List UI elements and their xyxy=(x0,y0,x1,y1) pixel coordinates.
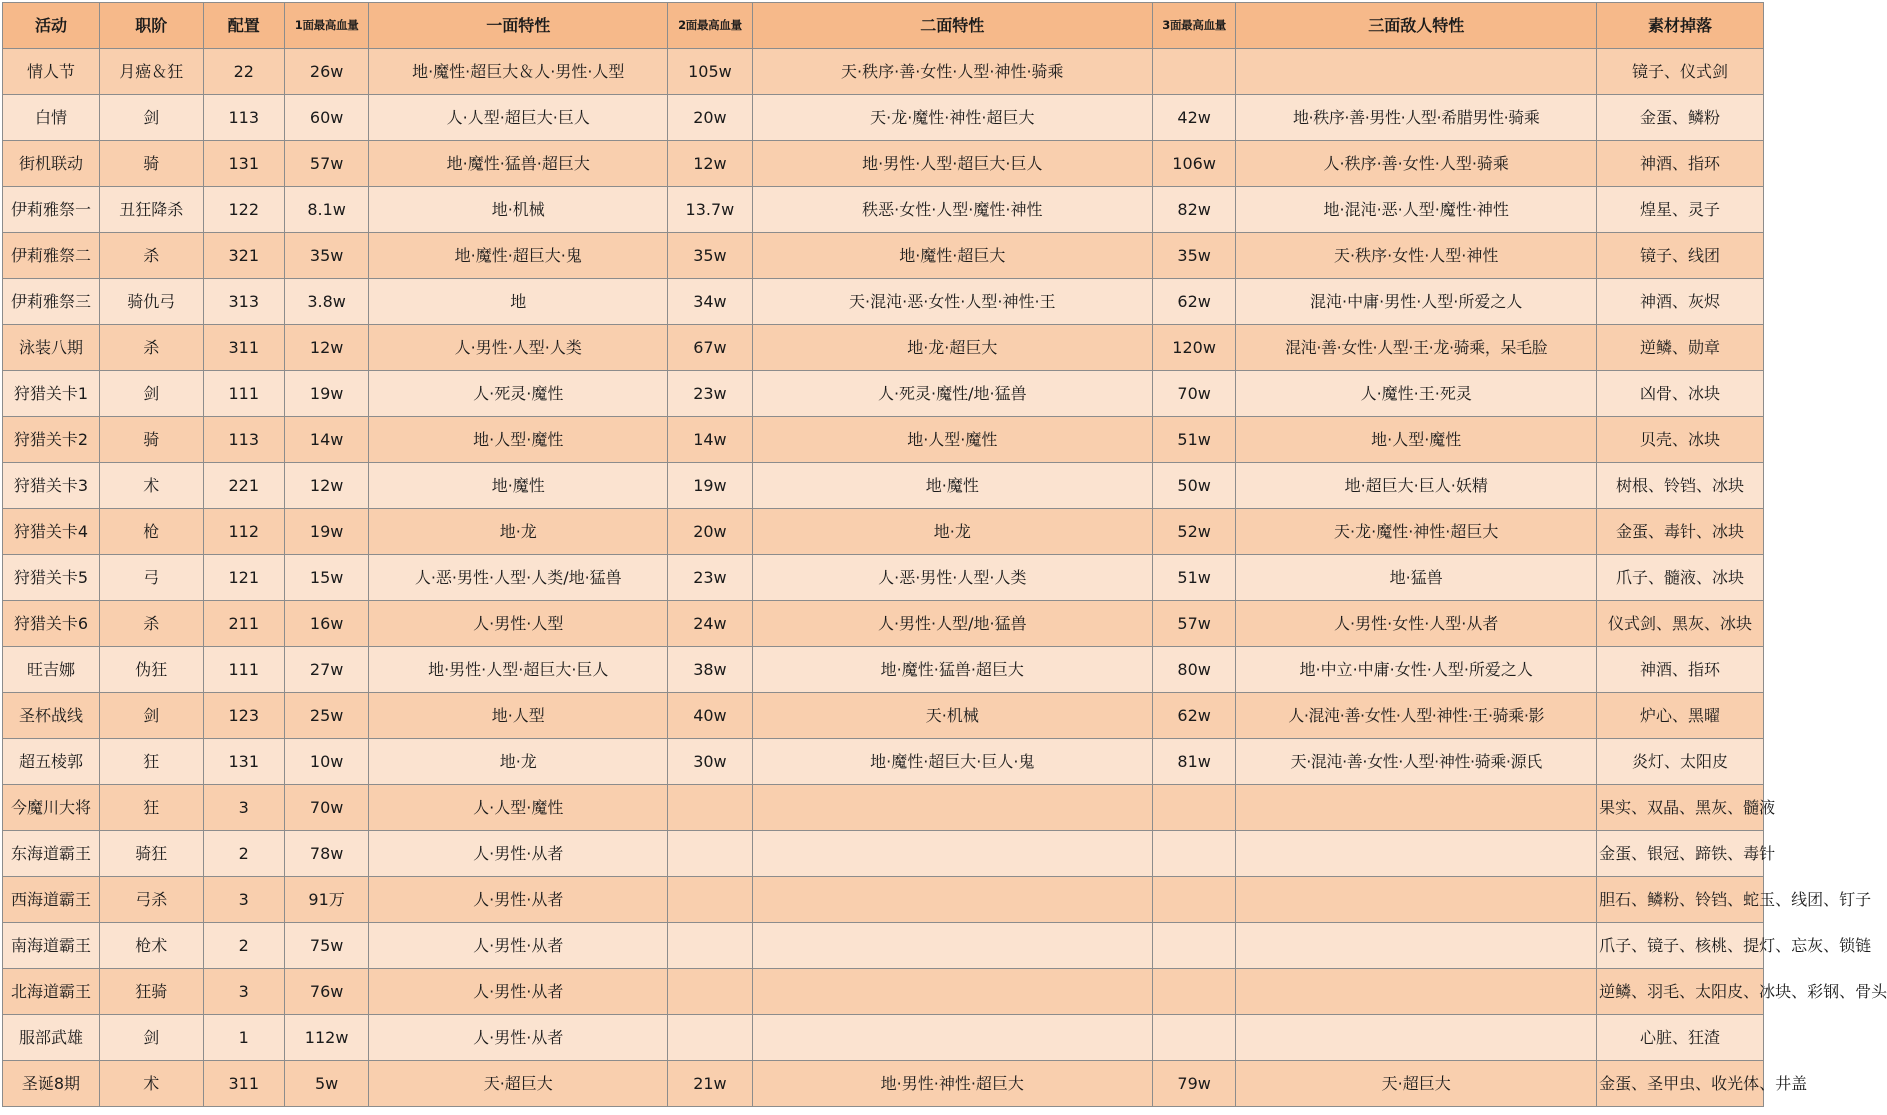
cell-drops: 煌星、灵子 xyxy=(1597,187,1764,233)
cell-event: 狩猎关卡5 xyxy=(3,555,100,601)
table-row xyxy=(3,187,1764,233)
cell-trait2: 人·死灵·魔性/地·猛兽 xyxy=(752,371,1152,417)
cell-class: 剑 xyxy=(99,693,203,739)
cell-hp2: 23w xyxy=(668,555,753,601)
cell-class: 骑仇弓 xyxy=(99,279,203,325)
cell-class: 骑 xyxy=(99,141,203,187)
header-config: 配置 xyxy=(203,3,284,49)
cell-trait3 xyxy=(1236,1015,1597,1061)
cell-hp3 xyxy=(1152,785,1235,831)
cell-trait1: 地·人型 xyxy=(369,693,668,739)
cell-config: 311 xyxy=(203,1061,284,1107)
cell-drops: 树根、铃铛、冰块 xyxy=(1597,463,1764,509)
cell-hp3: 80w xyxy=(1152,647,1235,693)
cell-trait3 xyxy=(1236,831,1597,877)
cell-config: 211 xyxy=(203,601,284,647)
cell-trait2 xyxy=(752,923,1152,969)
cell-drops: 神酒、指环 xyxy=(1597,647,1764,693)
cell-trait2 xyxy=(752,877,1152,923)
table-row xyxy=(3,693,1764,739)
cell-trait2: 地·男性·人型·超巨大·巨人 xyxy=(752,141,1152,187)
cell-class: 术 xyxy=(99,463,203,509)
cell-class: 弓杀 xyxy=(99,877,203,923)
cell-hp2: 24w xyxy=(668,601,753,647)
cell-config: 111 xyxy=(203,371,284,417)
cell-trait2: 地·龙 xyxy=(752,509,1152,555)
cell-hp2 xyxy=(668,923,753,969)
cell-hp2: 12w xyxy=(668,141,753,187)
cell-hp1: 112w xyxy=(284,1015,369,1061)
cell-hp1: 27w xyxy=(284,647,369,693)
cell-trait3: 地·人型·魔性 xyxy=(1236,417,1597,463)
header-trait3: 三面敌人特性 xyxy=(1236,3,1597,49)
cell-config: 1 xyxy=(203,1015,284,1061)
cell-hp2: 34w xyxy=(668,279,753,325)
cell-hp2: 21w xyxy=(668,1061,753,1107)
cell-config: 122 xyxy=(203,187,284,233)
cell-drops: 爪子、镜子、核桃、提灯、忘灰、锁链 xyxy=(1597,923,1764,969)
cell-class: 杀 xyxy=(99,601,203,647)
cell-trait2: 地·魔性·猛兽·超巨大 xyxy=(752,647,1152,693)
table-row xyxy=(3,49,1764,95)
cell-hp2: 30w xyxy=(668,739,753,785)
cell-trait1: 地 xyxy=(369,279,668,325)
cell-config: 131 xyxy=(203,739,284,785)
cell-hp3: 51w xyxy=(1152,555,1235,601)
cell-hp2 xyxy=(668,877,753,923)
cell-event: 超五棱郭 xyxy=(3,739,100,785)
cell-hp1: 16w xyxy=(284,601,369,647)
cell-config: 113 xyxy=(203,417,284,463)
table-row xyxy=(3,233,1764,279)
cell-hp1: 12w xyxy=(284,325,369,371)
table-row xyxy=(3,325,1764,371)
cell-trait1: 地·魔性·超巨大·鬼 xyxy=(369,233,668,279)
cell-hp1: 8.1w xyxy=(284,187,369,233)
cell-class: 丑狂降杀 xyxy=(99,187,203,233)
cell-drops: 金蛋、毒针、冰块 xyxy=(1597,509,1764,555)
cell-trait1: 地·人型·魔性 xyxy=(369,417,668,463)
cell-hp2: 67w xyxy=(668,325,753,371)
cell-hp3: 62w xyxy=(1152,279,1235,325)
cell-trait3: 地·猛兽 xyxy=(1236,555,1597,601)
cell-trait1: 人·恶·男性·人型·人类/地·猛兽 xyxy=(369,555,668,601)
cell-hp2 xyxy=(668,785,753,831)
cell-event: 狩猎关卡6 xyxy=(3,601,100,647)
cell-hp2: 23w xyxy=(668,371,753,417)
table-row xyxy=(3,969,1764,1015)
cell-trait3: 地·中立·中庸·女性·人型·所爱之人 xyxy=(1236,647,1597,693)
cell-hp3 xyxy=(1152,1015,1235,1061)
cell-hp3 xyxy=(1152,969,1235,1015)
cell-hp3: 70w xyxy=(1152,371,1235,417)
cell-hp1: 5w xyxy=(284,1061,369,1107)
cell-trait1: 地·龙 xyxy=(369,509,668,555)
cell-trait1: 天·超巨大 xyxy=(369,1061,668,1107)
header-drops: 素材掉落 xyxy=(1597,3,1764,49)
cell-hp2: 35w xyxy=(668,233,753,279)
cell-trait1: 人·男性·人型 xyxy=(369,601,668,647)
cell-trait1: 人·男性·从者 xyxy=(369,923,668,969)
cell-trait3: 天·龙·魔性·神性·超巨大 xyxy=(1236,509,1597,555)
table-row xyxy=(3,923,1764,969)
cell-hp3: 79w xyxy=(1152,1061,1235,1107)
cell-event: 伊莉雅祭一 xyxy=(3,187,100,233)
cell-drops: 心脏、狂渣 xyxy=(1597,1015,1764,1061)
cell-hp2: 40w xyxy=(668,693,753,739)
cell-trait2: 地·龙·超巨大 xyxy=(752,325,1152,371)
cell-hp3: 42w xyxy=(1152,95,1235,141)
table-row xyxy=(3,417,1764,463)
cell-trait3: 人·秩序·善·女性·人型·骑乘 xyxy=(1236,141,1597,187)
table-row xyxy=(3,1015,1764,1061)
table-row xyxy=(3,831,1764,877)
cell-drops: 金蛋、鳞粉 xyxy=(1597,95,1764,141)
cell-trait3: 人·混沌·善·女性·人型·神性·王·骑乘·影 xyxy=(1236,693,1597,739)
header-trait2: 二面特性 xyxy=(752,3,1152,49)
header-hp2: 2面最高血量 xyxy=(668,3,753,49)
cell-hp1: 12w xyxy=(284,463,369,509)
cell-hp3 xyxy=(1152,923,1235,969)
cell-hp1: 19w xyxy=(284,509,369,555)
cell-drops: 金蛋、银冠、蹄铁、毒针 xyxy=(1597,831,1764,877)
cell-hp2: 20w xyxy=(668,509,753,555)
table-row xyxy=(3,1061,1764,1107)
cell-hp1: 19w xyxy=(284,371,369,417)
header-row xyxy=(3,3,1764,49)
cell-trait2: 天·混沌·恶·女性·人型·神性·王 xyxy=(752,279,1152,325)
cell-trait2: 地·人型·魔性 xyxy=(752,417,1152,463)
cell-config: 321 xyxy=(203,233,284,279)
spreadsheet xyxy=(2,2,1887,1112)
cell-trait3 xyxy=(1236,49,1597,95)
cell-class: 杀 xyxy=(99,325,203,371)
cell-event: 西海道霸王 xyxy=(3,877,100,923)
cell-drops: 金蛋、圣甲虫、收光体、井盖 xyxy=(1597,1061,1764,1107)
cell-class: 弓 xyxy=(99,555,203,601)
cell-trait1: 人·死灵·魔性 xyxy=(369,371,668,417)
cell-drops: 胆石、鳞粉、铃铛、蛇玉、线团、钉子 xyxy=(1597,877,1764,923)
cell-hp3: 51w xyxy=(1152,417,1235,463)
cell-trait3: 天·秩序·女性·人型·神性 xyxy=(1236,233,1597,279)
cell-trait3: 天·超巨大 xyxy=(1236,1061,1597,1107)
cell-hp3 xyxy=(1152,831,1235,877)
cell-config: 123 xyxy=(203,693,284,739)
cell-event: 服部武雄 xyxy=(3,1015,100,1061)
cell-trait1: 地·魔性·猛兽·超巨大 xyxy=(369,141,668,187)
cell-hp2: 20w xyxy=(668,95,753,141)
cell-trait1: 人·男性·从者 xyxy=(369,831,668,877)
cell-config: 112 xyxy=(203,509,284,555)
cell-trait2: 地·魔性 xyxy=(752,463,1152,509)
cell-hp3: 57w xyxy=(1152,601,1235,647)
cell-trait3 xyxy=(1236,877,1597,923)
cell-trait3: 人·魔性·王·死灵 xyxy=(1236,371,1597,417)
cell-hp3: 106w xyxy=(1152,141,1235,187)
cell-event: 伊莉雅祭二 xyxy=(3,233,100,279)
cell-drops: 果实、双晶、黑灰、髓液 xyxy=(1597,785,1764,831)
cell-hp3: 62w xyxy=(1152,693,1235,739)
cell-trait1: 地·龙 xyxy=(369,739,668,785)
cell-config: 113 xyxy=(203,95,284,141)
cell-trait2: 地·男性·神性·超巨大 xyxy=(752,1061,1152,1107)
cell-trait3: 混沌·善·女性·人型·王·龙·骑乘，呆毛脸 xyxy=(1236,325,1597,371)
event-table xyxy=(2,2,1887,1107)
cell-drops: 仪式剑、黑灰、冰块 xyxy=(1597,601,1764,647)
cell-trait3: 地·超巨大·巨人·妖精 xyxy=(1236,463,1597,509)
cell-hp2: 105w xyxy=(668,49,753,95)
cell-event: 狩猎关卡3 xyxy=(3,463,100,509)
table-row xyxy=(3,279,1764,325)
cell-config: 3 xyxy=(203,877,284,923)
cell-trait1: 地·机械 xyxy=(369,187,668,233)
cell-hp1: 3.8w xyxy=(284,279,369,325)
cell-config: 313 xyxy=(203,279,284,325)
cell-config: 3 xyxy=(203,785,284,831)
table-row xyxy=(3,371,1764,417)
cell-hp1: 78w xyxy=(284,831,369,877)
cell-hp1: 70w xyxy=(284,785,369,831)
cell-hp3 xyxy=(1152,877,1235,923)
cell-hp1: 14w xyxy=(284,417,369,463)
cell-trait3 xyxy=(1236,785,1597,831)
table-row xyxy=(3,877,1764,923)
cell-class: 剑 xyxy=(99,1015,203,1061)
cell-class: 月癌＆狂 xyxy=(99,49,203,95)
table-row xyxy=(3,739,1764,785)
cell-hp1: 60w xyxy=(284,95,369,141)
cell-trait2: 天·机械 xyxy=(752,693,1152,739)
cell-class: 狂骑 xyxy=(99,969,203,1015)
cell-hp1: 57w xyxy=(284,141,369,187)
cell-config: 111 xyxy=(203,647,284,693)
cell-drops: 神酒、指环 xyxy=(1597,141,1764,187)
cell-hp1: 10w xyxy=(284,739,369,785)
cell-hp2 xyxy=(668,1015,753,1061)
cell-event: 北海道霸王 xyxy=(3,969,100,1015)
cell-trait1: 人·男性·从者 xyxy=(369,877,668,923)
cell-hp2: 14w xyxy=(668,417,753,463)
cell-event: 旺吉娜 xyxy=(3,647,100,693)
cell-config: 121 xyxy=(203,555,284,601)
cell-trait2: 地·魔性·超巨大·巨人·鬼 xyxy=(752,739,1152,785)
cell-hp2: 13.7w xyxy=(668,187,753,233)
cell-hp3: 81w xyxy=(1152,739,1235,785)
header-class: 职阶 xyxy=(99,3,203,49)
cell-event: 狩猎关卡1 xyxy=(3,371,100,417)
cell-hp3: 82w xyxy=(1152,187,1235,233)
cell-trait1: 人·男性·从者 xyxy=(369,1015,668,1061)
cell-event: 东海道霸王 xyxy=(3,831,100,877)
cell-hp1: 91万 xyxy=(284,877,369,923)
cell-trait2 xyxy=(752,831,1152,877)
cell-event: 狩猎关卡4 xyxy=(3,509,100,555)
cell-trait3: 混沌·中庸·男性·人型·所爱之人 xyxy=(1236,279,1597,325)
cell-class: 枪术 xyxy=(99,923,203,969)
cell-config: 3 xyxy=(203,969,284,1015)
cell-hp2: 38w xyxy=(668,647,753,693)
table-row xyxy=(3,555,1764,601)
cell-config: 22 xyxy=(203,49,284,95)
cell-hp2 xyxy=(668,969,753,1015)
cell-drops: 逆鳞、勋章 xyxy=(1597,325,1764,371)
cell-trait3: 地·秩序·善·男性·人型·希腊男性·骑乘 xyxy=(1236,95,1597,141)
cell-class: 狂 xyxy=(99,785,203,831)
cell-trait3 xyxy=(1236,923,1597,969)
cell-config: 131 xyxy=(203,141,284,187)
cell-hp3: 52w xyxy=(1152,509,1235,555)
cell-trait1: 人·男性·人型·人类 xyxy=(369,325,668,371)
cell-hp1: 75w xyxy=(284,923,369,969)
cell-class: 剑 xyxy=(99,371,203,417)
cell-event: 伊莉雅祭三 xyxy=(3,279,100,325)
cell-drops: 贝壳、冰块 xyxy=(1597,417,1764,463)
cell-event: 南海道霸王 xyxy=(3,923,100,969)
cell-config: 311 xyxy=(203,325,284,371)
cell-trait1: 地·魔性·超巨大＆人·男性·人型 xyxy=(369,49,668,95)
cell-drops: 神酒、灰烬 xyxy=(1597,279,1764,325)
cell-class: 骑 xyxy=(99,417,203,463)
cell-trait3: 天·混沌·善·女性·人型·神性·骑乘·源氏 xyxy=(1236,739,1597,785)
cell-trait2 xyxy=(752,969,1152,1015)
cell-event: 街机联动 xyxy=(3,141,100,187)
cell-class: 骑狂 xyxy=(99,831,203,877)
table-row xyxy=(3,95,1764,141)
cell-trait2: 天·秩序·善·女性·人型·神性·骑乘 xyxy=(752,49,1152,95)
cell-drops: 炉心、黑曜 xyxy=(1597,693,1764,739)
cell-hp2 xyxy=(668,831,753,877)
cell-hp1: 15w xyxy=(284,555,369,601)
table-row xyxy=(3,463,1764,509)
cell-trait1: 人·人型·魔性 xyxy=(369,785,668,831)
cell-trait1: 地·魔性 xyxy=(369,463,668,509)
cell-trait1: 人·人型·超巨大·巨人 xyxy=(369,95,668,141)
cell-hp3: 120w xyxy=(1152,325,1235,371)
cell-config: 2 xyxy=(203,831,284,877)
cell-drops: 镜子、仪式剑 xyxy=(1597,49,1764,95)
cell-class: 杀 xyxy=(99,233,203,279)
header-hp1: 1面最高血量 xyxy=(284,3,369,49)
cell-hp1: 26w xyxy=(284,49,369,95)
cell-event: 情人节 xyxy=(3,49,100,95)
cell-event: 圣杯战线 xyxy=(3,693,100,739)
cell-config: 2 xyxy=(203,923,284,969)
cell-trait1: 人·男性·从者 xyxy=(369,969,668,1015)
cell-trait2 xyxy=(752,1015,1152,1061)
cell-hp3: 35w xyxy=(1152,233,1235,279)
table-row xyxy=(3,601,1764,647)
cell-trait2: 天·龙·魔性·神性·超巨大 xyxy=(752,95,1152,141)
cell-hp3: 50w xyxy=(1152,463,1235,509)
cell-drops: 逆鳞、羽毛、太阳皮、冰块、彩钢、骨头 xyxy=(1597,969,1764,1015)
cell-config: 221 xyxy=(203,463,284,509)
cell-trait2: 地·魔性·超巨大 xyxy=(752,233,1152,279)
cell-trait1: 地·男性·人型·超巨大·巨人 xyxy=(369,647,668,693)
cell-trait3: 人·男性·女性·人型·从者 xyxy=(1236,601,1597,647)
cell-event: 白情 xyxy=(3,95,100,141)
cell-class: 术 xyxy=(99,1061,203,1107)
cell-event: 圣诞8期 xyxy=(3,1061,100,1107)
cell-hp1: 25w xyxy=(284,693,369,739)
table-row xyxy=(3,785,1764,831)
cell-event: 狩猎关卡2 xyxy=(3,417,100,463)
cell-event: 今魔川大将 xyxy=(3,785,100,831)
cell-drops: 凶骨、冰块 xyxy=(1597,371,1764,417)
cell-trait3 xyxy=(1236,969,1597,1015)
cell-hp1: 76w xyxy=(284,969,369,1015)
cell-class: 狂 xyxy=(99,739,203,785)
cell-trait3: 地·混沌·恶·人型·魔性·神性 xyxy=(1236,187,1597,233)
cell-hp3 xyxy=(1152,49,1235,95)
cell-hp2: 19w xyxy=(668,463,753,509)
cell-drops: 爪子、髓液、冰块 xyxy=(1597,555,1764,601)
header-hp3: 3面最高血量 xyxy=(1152,3,1235,49)
cell-class: 伪狂 xyxy=(99,647,203,693)
cell-drops: 镜子、线团 xyxy=(1597,233,1764,279)
header-event: 活动 xyxy=(3,3,100,49)
cell-hp1: 35w xyxy=(284,233,369,279)
cell-trait2: 秩恶·女性·人型·魔性·神性 xyxy=(752,187,1152,233)
cell-event: 泳装八期 xyxy=(3,325,100,371)
cell-trait2: 人·恶·男性·人型·人类 xyxy=(752,555,1152,601)
header-trait1: 一面特性 xyxy=(369,3,668,49)
table-row xyxy=(3,509,1764,555)
cell-trait2 xyxy=(752,785,1152,831)
cell-class: 剑 xyxy=(99,95,203,141)
table-row xyxy=(3,647,1764,693)
table-row xyxy=(3,141,1764,187)
cell-class: 枪 xyxy=(99,509,203,555)
cell-trait2: 人·男性·人型/地·猛兽 xyxy=(752,601,1152,647)
cell-drops: 炎灯、太阳皮 xyxy=(1597,739,1764,785)
